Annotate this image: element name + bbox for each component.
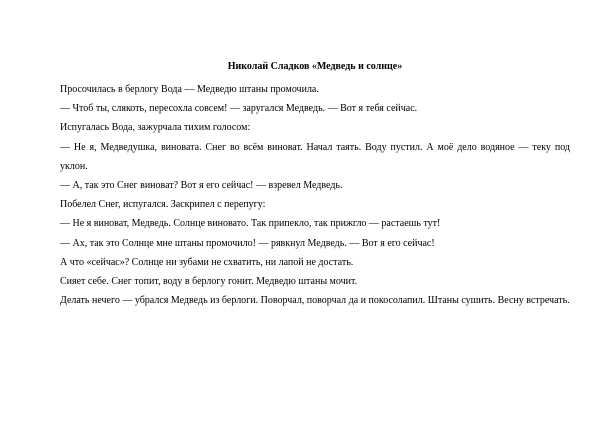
paragraph: Сияет себе. Снег топит, воду в берлогу гонит. Медведю штаны мочит. bbox=[60, 276, 358, 288]
paragraph: Делать нечего — убрался Медведь из берлоги. Поворчал, поворчал да и покосолапил. Штаны сушить. Весну встречать. bbox=[60, 295, 570, 307]
paragraph: — А, так это Снег виноват? Вот я его сейчас! — взревел Медведь. bbox=[60, 180, 343, 192]
paragraph: — Не я, Медведушка, виновата. Снег во всём виноват. Начал таять. Воду пустил. А моё дело водяное — теку под уклон. bbox=[60, 141, 570, 172]
paragraph: Побелел Снег, испугался. Заскрипел с перепугу: bbox=[60, 199, 266, 211]
paragraph: Просочилась в берлогу Вода — Медведю штаны промочила. bbox=[60, 84, 319, 95]
document-body bbox=[60, 80, 570, 310]
document-title: Николай Сладков «Медведь и солнце» bbox=[227, 61, 403, 72]
paragraph: Испугалась Вода, зажурчала тихим голосом: bbox=[60, 122, 251, 134]
paragraph: — Чтоб ты, слякоть, пересохла совсем! — заругался Медведь. — Вот я тебя сейчас. bbox=[60, 103, 418, 115]
paragraph: — Ах, так это Солнце мне штаны промочило! — рявкнул Медведь. — Вот я его сейчас! bbox=[60, 237, 435, 249]
paragraph: А что «сейчас»? Солнце ни зубами не схватить, ни лапой не достать. bbox=[60, 256, 354, 268]
paragraph: — Не я виноват, Медведь. Солнце виновато. Так припекло, так прижгло — растаешь тут! bbox=[60, 218, 441, 230]
